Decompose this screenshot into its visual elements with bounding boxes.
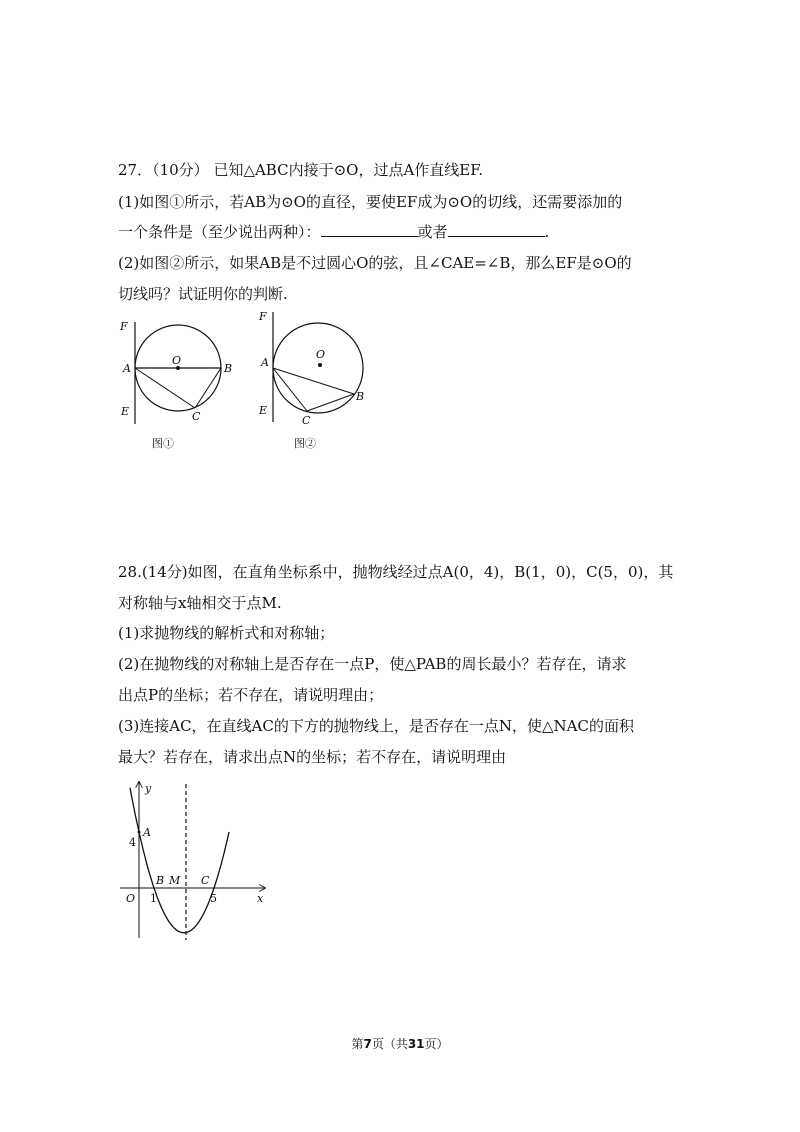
q28-part2-line2: 出点P的坐标；若不存在，请说明理由； xyxy=(118,686,384,704)
label-a: A xyxy=(261,356,269,369)
footer-post: 页） xyxy=(424,1037,449,1051)
figure-1-caption: 图① xyxy=(152,437,174,450)
label-o: O xyxy=(172,354,182,367)
label-c: C xyxy=(302,414,311,427)
label-b: B xyxy=(356,390,365,403)
q27-figure-2 xyxy=(250,310,390,460)
footer-mid: 页（共 xyxy=(371,1037,408,1051)
label-y: y xyxy=(145,782,152,795)
tick-label-5: 5 xyxy=(210,892,217,905)
label-c: C xyxy=(201,874,210,887)
q28-header-line2: 对称轴与x轴相交于点M. xyxy=(118,594,282,612)
label-e: E xyxy=(259,404,268,417)
chord-ab xyxy=(273,368,354,394)
parabola-curve xyxy=(130,788,229,933)
figure-2-caption: 图② xyxy=(294,437,316,450)
q27-header: 27．（10分） 已知△ABC内接于⊙O，过点A作直线EF. xyxy=(118,161,484,179)
page-footer xyxy=(0,1035,800,1052)
point-a xyxy=(138,831,141,834)
label-c: C xyxy=(192,410,201,423)
q28-part2-line1: (2)在抛物线的对称轴上是否存在一点P，使△PAB的周长最小？若存在，请求 xyxy=(118,655,627,673)
label-m: M xyxy=(169,874,181,887)
q28-part1: (1)求抛物线的解析式和对称轴； xyxy=(118,624,335,642)
circle-o xyxy=(273,323,363,413)
q28-graph xyxy=(110,778,280,948)
label-o: O xyxy=(126,892,136,905)
answer-blank-2[interactable] xyxy=(448,222,545,237)
label-b: B xyxy=(156,874,165,887)
q27-part1-line1: (1)如图①所示，若AB为⊙O的直径，要使EF成为⊙O的切线，还需要添加的 xyxy=(118,193,623,211)
q27-part2-line1: (2)如图②所示，如果AB是不过圆心O的弦，且∠CAE=∠B，那么EF是⊙O的 xyxy=(118,254,632,272)
q28-part3-line1: (3)连接AC，在直线AC的下方的抛物线上，是否存在一点N，使△NAC的面积 xyxy=(118,717,634,735)
label-o: O xyxy=(316,348,326,361)
answer-blank-1[interactable] xyxy=(321,222,418,237)
q28-header-line1: 28.(14分)如图，在直角坐标系中，抛物线经过点A(0，4)，B(1，0)，C(5，0)，其 xyxy=(118,563,674,581)
label-a: A xyxy=(143,826,151,839)
chord-bc xyxy=(195,368,221,408)
footer-pre: 第 xyxy=(351,1037,364,1051)
tick-label-4: 4 xyxy=(129,836,136,849)
q27-part1-text: 一个条件是（至少说出两种）： xyxy=(118,223,321,241)
tick-label-1: 1 xyxy=(150,892,157,905)
label-x: x xyxy=(257,892,264,905)
q27-part1-line2 xyxy=(118,222,549,242)
q27-figure-1 xyxy=(110,312,250,462)
label-f: F xyxy=(259,310,267,323)
q27-period: . xyxy=(544,223,550,241)
chord-ac xyxy=(135,368,195,408)
footer-total-pages: 31 xyxy=(407,1037,425,1051)
q27-or-text: 或者 xyxy=(417,223,448,241)
label-e: E xyxy=(121,405,130,418)
center-point xyxy=(318,363,322,367)
label-f: F xyxy=(120,320,128,333)
q28-part3-line2: 最大？若存在，请求出点N的坐标；若不存在，请说明理由 xyxy=(118,748,507,766)
q27-part2-line2: 切线吗？试证明你的判断. xyxy=(118,285,288,303)
label-b: B xyxy=(224,362,233,375)
label-a: A xyxy=(123,362,131,375)
footer-page-number: 7 xyxy=(363,1037,372,1051)
